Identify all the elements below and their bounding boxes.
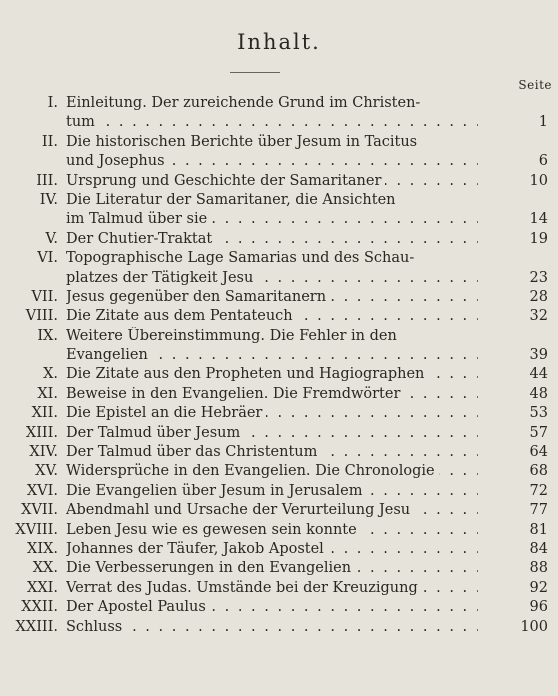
chapter-title-leader: [66, 462, 478, 481]
chapter-title: Abendmahl und Ursache der Verurteilung Jesu: [66, 502, 414, 518]
chapter-title-leader: [66, 346, 478, 365]
toc-entry-line: [0, 540, 558, 559]
chapter-title: Ursprung und Geschichte der Samaritaner: [66, 173, 385, 189]
page-number: 81: [529, 521, 548, 538]
toc-entry: [0, 462, 558, 481]
chapter-title: Beweise in den Evangelien. Die Fremdwörter: [66, 386, 404, 402]
title-divider: [230, 72, 280, 73]
chapter-title-leader: [66, 443, 478, 462]
chapter-title-leader: [66, 307, 478, 326]
chapter-title: Die Zitate aus dem Pentateuch: [66, 308, 297, 324]
page-number: 14: [529, 211, 548, 228]
toc-entry: [0, 365, 558, 384]
page-number: 57: [529, 424, 548, 441]
chapter-number: II.: [41, 133, 58, 150]
page-number: 6: [538, 153, 548, 170]
chapter-number: VII.: [31, 288, 58, 305]
chapter-number: XIX.: [27, 540, 58, 557]
chapter-title: Jesus gegenüber den Samaritanern: [66, 289, 330, 305]
chapter-number: V.: [45, 230, 58, 247]
toc-entry: [0, 94, 558, 133]
toc-entry-line: [0, 462, 558, 481]
chapter-title: tum: [66, 114, 99, 130]
toc-entry-line: [0, 113, 558, 132]
toc-entry: [0, 191, 558, 230]
chapter-number: XI.: [37, 385, 58, 402]
page-number: 68: [529, 463, 548, 480]
page-number: 1: [538, 114, 548, 131]
chapter-title-leader: [66, 424, 478, 443]
toc-entry-line: [0, 191, 558, 210]
chapter-title-leader: [66, 288, 478, 307]
chapter-number: XXII.: [21, 599, 58, 616]
chapter-title-line: [66, 133, 478, 152]
chapter-number: I.: [47, 95, 58, 111]
toc-entry: [0, 540, 558, 559]
toc-entry: [0, 288, 558, 307]
toc-entry-line: [0, 152, 558, 171]
toc-entry: [0, 172, 558, 191]
chapter-number: XV.: [35, 463, 58, 480]
toc-entry: [0, 307, 558, 326]
page-number: 64: [529, 444, 548, 461]
toc-entry: [0, 230, 558, 249]
chapter-title: Der Talmud über das Christentum: [66, 444, 321, 460]
page-number: 96: [529, 599, 548, 616]
chapter-title-leader: [66, 152, 478, 171]
chapter-title: Schluss: [66, 619, 126, 635]
toc-entry: [0, 521, 558, 540]
page-title: Inhalt.: [237, 30, 321, 54]
toc-entry-line: [0, 307, 558, 326]
chapter-number: VIII.: [25, 308, 58, 325]
chapter-title: Der Chutier-Traktat: [66, 231, 216, 247]
toc-entry-line: [0, 521, 558, 540]
chapter-title-leader: [66, 540, 478, 559]
chapter-title: platzes der Tätigkeit Jesu: [66, 270, 257, 286]
toc-entry-line: [0, 385, 558, 404]
chapter-title: Widersprüche in den Evangelien. Die Chronologie: [66, 463, 439, 479]
toc-entry-line: [0, 288, 558, 307]
chapter-title: Der Talmud über Jesum: [66, 425, 244, 441]
chapter-title-line: [66, 94, 478, 113]
chapter-title-line: [66, 191, 478, 210]
chapter-title: und Josephus: [66, 153, 169, 169]
chapter-title: Leben Jesu wie es gewesen sein konnte: [66, 522, 361, 538]
toc-entry-line: [0, 249, 558, 268]
toc-entry-line: [0, 94, 558, 113]
chapter-title: Evangelien: [66, 347, 152, 363]
chapter-title-leader: [66, 269, 478, 288]
chapter-number: XVI.: [26, 482, 58, 499]
chapter-title-leader: [66, 618, 478, 637]
page-number: 53: [529, 405, 548, 422]
chapter-number: XX.: [32, 560, 58, 577]
chapter-title-leader: [66, 230, 478, 249]
chapter-title-line: [66, 249, 478, 268]
toc-entry: [0, 249, 558, 288]
toc-entry: [0, 618, 558, 637]
toc-entry-line: [0, 172, 558, 191]
chapter-title: Die Epistel an die Hebräer: [66, 405, 266, 421]
toc-entry-line: [0, 365, 558, 384]
toc-entry-line: [0, 501, 558, 520]
page-number: 39: [529, 347, 548, 364]
chapter-title-line: [66, 327, 478, 346]
chapter-number: VI.: [37, 250, 58, 267]
chapter-title: Topographische Lage Samarias und des Schau-: [66, 250, 418, 266]
chapter-number: X.: [43, 366, 58, 383]
toc-entry: [0, 559, 558, 578]
chapter-title-leader: [66, 579, 478, 598]
toc-entry: [0, 501, 558, 520]
chapter-title: Der Apostel Paulus: [66, 599, 210, 615]
page-number: 19: [529, 230, 548, 247]
chapter-title: Die historischen Berichte über Jesum in Tacitus: [66, 134, 421, 150]
page-number: 48: [529, 385, 548, 402]
chapter-title: im Talmud über sie: [66, 211, 211, 227]
chapter-number: XII.: [31, 405, 58, 422]
toc-entry-line: [0, 133, 558, 152]
table-of-contents: [0, 94, 558, 637]
page-number: 100: [520, 618, 548, 635]
toc-entry-line: [0, 443, 558, 462]
chapter-title-leader: [66, 521, 478, 540]
toc-entry-line: [0, 327, 558, 346]
chapter-title: Verrat des Judas. Umstände bei der Kreuzigung: [66, 580, 422, 596]
toc-entry-line: [0, 346, 558, 365]
page-number: 72: [529, 482, 548, 499]
chapter-number: XIII.: [25, 424, 58, 441]
chapter-title-leader: [66, 482, 478, 501]
toc-entry: [0, 443, 558, 462]
toc-entry-line: [0, 618, 558, 637]
page-number: 23: [529, 269, 548, 286]
page-number: 88: [529, 560, 548, 577]
chapter-title: Die Zitate aus den Propheten und Hagiographen: [66, 366, 428, 382]
chapter-title-leader: [66, 404, 478, 423]
chapter-title-leader: [66, 559, 478, 578]
chapter-number: IX.: [37, 327, 58, 344]
toc-entry: [0, 404, 558, 423]
toc-entry-line: [0, 269, 558, 288]
toc-entry: [0, 424, 558, 443]
toc-entry-line: [0, 424, 558, 443]
chapter-title-leader: [66, 210, 478, 229]
toc-entry-line: [0, 559, 558, 578]
toc-entry-line: [0, 598, 558, 617]
page-number: 92: [529, 579, 548, 596]
toc-entry: [0, 598, 558, 617]
page-number: 32: [529, 308, 548, 325]
chapter-title-leader: [66, 113, 478, 132]
toc-entry: [0, 133, 558, 172]
chapter-title: Die Verbesserungen in den Evangelien: [66, 560, 355, 576]
toc-entry-line: [0, 579, 558, 598]
chapter-title: Weitere Übereinstimmung. Die Fehler in den: [66, 328, 401, 344]
toc-entry-line: [0, 404, 558, 423]
chapter-title-leader: [66, 172, 478, 191]
chapter-title-leader: [66, 365, 478, 384]
toc-entry: [0, 579, 558, 598]
page-number: 84: [529, 540, 548, 557]
toc-entry-line: [0, 230, 558, 249]
chapter-number: XXI.: [27, 579, 58, 596]
chapter-number: XXIII.: [15, 618, 58, 635]
chapter-title: Die Literatur der Samaritaner, die Ansichten: [66, 192, 400, 208]
chapter-number: IV.: [39, 191, 58, 208]
chapter-title: Einleitung. Der zureichende Grund im Christen-: [66, 95, 424, 111]
chapter-number: XIV.: [29, 444, 58, 461]
page-number: 10: [529, 172, 548, 189]
toc-entry: [0, 482, 558, 501]
chapter-title: Johannes der Täufer, Jakob Apostel: [66, 541, 328, 557]
chapter-number: III.: [36, 172, 58, 189]
chapter-title: Die Evangelien über Jesum in Jerusalem: [66, 483, 366, 499]
page-column-label: Seite: [518, 78, 552, 92]
chapter-title-leader: [66, 385, 478, 404]
toc-entry-line: [0, 210, 558, 229]
chapter-number: XVII.: [21, 502, 58, 519]
toc-entry: [0, 327, 558, 366]
page-number: 28: [529, 288, 548, 305]
toc-entry: [0, 385, 558, 404]
page-number: 44: [529, 366, 548, 383]
toc-entry-line: [0, 482, 558, 501]
chapter-number: XVIII.: [15, 521, 58, 538]
page-number: 77: [529, 502, 548, 519]
chapter-title-leader: [66, 501, 478, 520]
chapter-title-leader: [66, 598, 478, 617]
